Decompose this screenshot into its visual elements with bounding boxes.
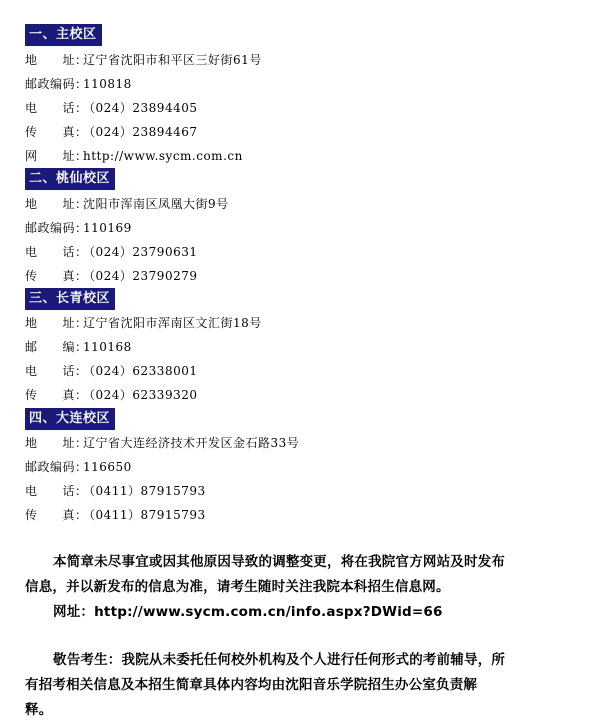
- notice-paragraph: [25, 550, 565, 625]
- campus-heading-changqing: 三、长青校区: [25, 288, 115, 310]
- row-label: 地 址：: [25, 53, 88, 67]
- row-value: （024）23790279: [83, 269, 198, 283]
- row-value: （024）62339320: [83, 388, 198, 402]
- warning-line: 敬告考生：我院从未委托任何校外机构及个人进行任何形式的考前辅导，所: [53, 652, 506, 668]
- row-value: 辽宁省沈阳市浑南区文汇街18号: [83, 316, 262, 330]
- row-value: （024）23894405: [83, 101, 198, 115]
- row-value: 辽宁省沈阳市和平区三好街61号: [83, 53, 262, 67]
- row-label: 邮政编码：: [25, 77, 88, 91]
- row-value: （0411）87915793: [83, 508, 206, 522]
- website-link[interactable]: http://www.sycm.com.cn: [83, 149, 243, 163]
- row-label: 传 真：: [25, 388, 88, 402]
- notice-line: 本简章未尽事宜或因其他原因导致的调整变更，将在我院官方网站及时发布: [53, 554, 506, 570]
- campus-changqing-postcode: [25, 337, 132, 357]
- campus-main-phone: [25, 98, 197, 118]
- campus-taoxian-postcode: [25, 218, 132, 238]
- row-label: 地 址：: [25, 316, 88, 330]
- campus-dalian-postcode: [25, 457, 132, 477]
- campus-main-website: [25, 146, 243, 166]
- row-label: 传 真：: [25, 269, 88, 283]
- notice-url-line[interactable]: 网址：http://www.sycm.com.cn/info.aspx?DWid=66: [53, 604, 443, 620]
- row-label: 电 话：: [25, 364, 88, 378]
- campus-heading-main: 一、主校区: [25, 24, 102, 46]
- row-label: 传 真：: [25, 508, 88, 522]
- campus-heading-dalian: 四、大连校区: [25, 408, 115, 430]
- warning-line: 释。: [25, 702, 53, 718]
- warning-paragraph: [25, 648, 565, 723]
- campus-changqing-fax: [25, 385, 197, 405]
- row-value: （024）23790631: [83, 245, 198, 259]
- campus-taoxian-address: [25, 194, 229, 214]
- warning-line: 有招考相关信息及本招生简章具体内容均由沈阳音乐学院招生办公室负责解: [25, 677, 478, 693]
- campus-taoxian-phone: [25, 242, 197, 262]
- campus-dalian-address: [25, 433, 299, 453]
- campus-main-postcode: [25, 74, 132, 94]
- row-label: 传 真：: [25, 125, 88, 139]
- row-value: 110169: [83, 221, 132, 235]
- campus-main-fax: [25, 122, 197, 142]
- row-value: 116650: [83, 460, 132, 474]
- campus-changqing-address: [25, 313, 262, 333]
- row-label: 电 话：: [25, 101, 88, 115]
- row-value: （024）62338001: [83, 364, 198, 378]
- row-value: 辽宁省大连经济技术开发区金石路33号: [83, 436, 300, 450]
- row-label: 地 址：: [25, 197, 88, 211]
- notice-line: 信息，并以新发布的信息为准，请考生随时关注我院本科招生信息网。: [25, 579, 450, 595]
- row-label: 邮政编码：: [25, 460, 88, 474]
- campus-main-address: [25, 50, 262, 70]
- campus-taoxian-fax: [25, 266, 197, 286]
- row-label: 电 话：: [25, 484, 88, 498]
- row-label: 网 址：: [25, 149, 88, 163]
- campus-dalian-phone: [25, 481, 206, 501]
- row-label: 电 话：: [25, 245, 88, 259]
- row-value: 110168: [83, 340, 132, 354]
- row-value: 沈阳市浑南区凤凰大街9号: [83, 197, 229, 211]
- row-value: 110818: [83, 77, 132, 91]
- row-label: 地 址：: [25, 436, 88, 450]
- row-label: 邮政编码：: [25, 221, 88, 235]
- campus-heading-taoxian: 二、桃仙校区: [25, 168, 115, 190]
- campus-changqing-phone: [25, 361, 197, 381]
- row-label: 邮 编：: [25, 340, 88, 354]
- campus-dalian-fax: [25, 505, 206, 525]
- row-value: （024）23894467: [83, 125, 198, 139]
- row-value: （0411）87915793: [83, 484, 206, 498]
